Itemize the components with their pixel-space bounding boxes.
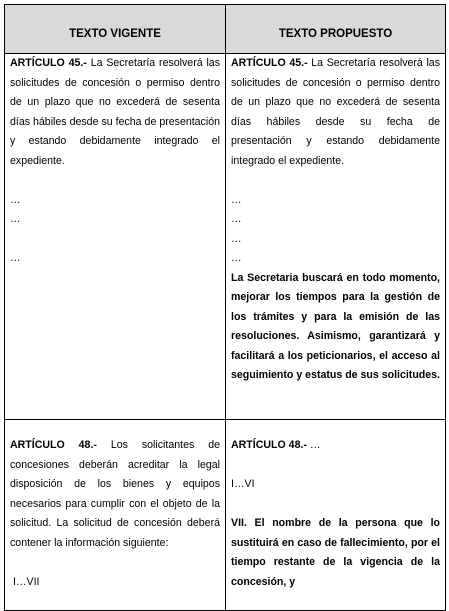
fractions-line: I…VII <box>13 575 40 588</box>
ellipsis-line: … <box>10 252 21 264</box>
header-row <box>5 5 446 54</box>
proposed-article-48-paragraph <box>231 436 440 456</box>
proposed-fraction-vii: VII. El nombre de la persona que lo sustituirá en caso de fallecimiento, por el tiempo restante de la vigencia de la concesión, y <box>231 517 440 588</box>
table-row <box>5 54 446 420</box>
article-text: Los solicitantes de concesiones deberán acreditar la legal disposición de los bienes y equipos necesarios para cumplir con el objeto de la solicitud. La solicitud de concesión deberá contener la información siguiente: <box>10 439 220 549</box>
current-article-45-cell <box>5 54 226 420</box>
header-current-text: TEXTO VIGENTE <box>5 5 226 54</box>
ellipsis-line: … <box>231 193 242 206</box>
article-label: ARTÍCULO 45.- <box>10 57 87 69</box>
current-article-48-paragraph <box>10 436 220 553</box>
proposed-article-45-paragraph <box>231 54 440 171</box>
article-suffix: … <box>306 439 321 451</box>
ellipsis-line: … <box>231 252 242 264</box>
proposed-added-paragraph: La Secretaria buscará en todo momento, mejorar los tiempos para la gestión de los trámites y para la emisión de las resoluciones. Asimismo, garantizará y facilitará a los peticionarios, el acceso al seguimiento y estatus de sus solicitudes. <box>231 271 440 381</box>
proposed-article-48-cell <box>226 420 446 611</box>
article-text: La Secretaría resolverá las solicitudes de concesión o permiso dentro de un plazo que no excederá de sesenta días hábiles desde su fecha de presentación y estando debidamente integrado el expediente. <box>10 57 220 167</box>
header-proposed-text: TEXTO PROPUESTO <box>226 5 446 54</box>
proposed-article-45-cell <box>226 54 446 420</box>
current-article-45-paragraph <box>10 54 220 171</box>
comparison-table <box>4 4 446 611</box>
article-text: La Secretaría resolverá las solicitudes de concesión o permiso dentro de un plazo que no excederá de sesenta días hábiles desde su fecha de presentación y estando debidamente integrado el expediente. <box>231 57 440 167</box>
fractions-line: I…VI <box>231 478 255 490</box>
article-label: ARTÍCULO 48.- <box>10 439 97 451</box>
article-label: ARTÍCULO 48.- <box>231 439 307 451</box>
current-article-48-cell <box>5 420 226 611</box>
ellipsis-line: … <box>10 213 21 225</box>
ellipsis-line: … <box>231 213 242 225</box>
ellipsis-line: … <box>10 193 21 206</box>
table-row <box>5 420 446 611</box>
ellipsis-line: … <box>231 232 242 245</box>
article-label: ARTÍCULO 45.- <box>231 57 308 69</box>
